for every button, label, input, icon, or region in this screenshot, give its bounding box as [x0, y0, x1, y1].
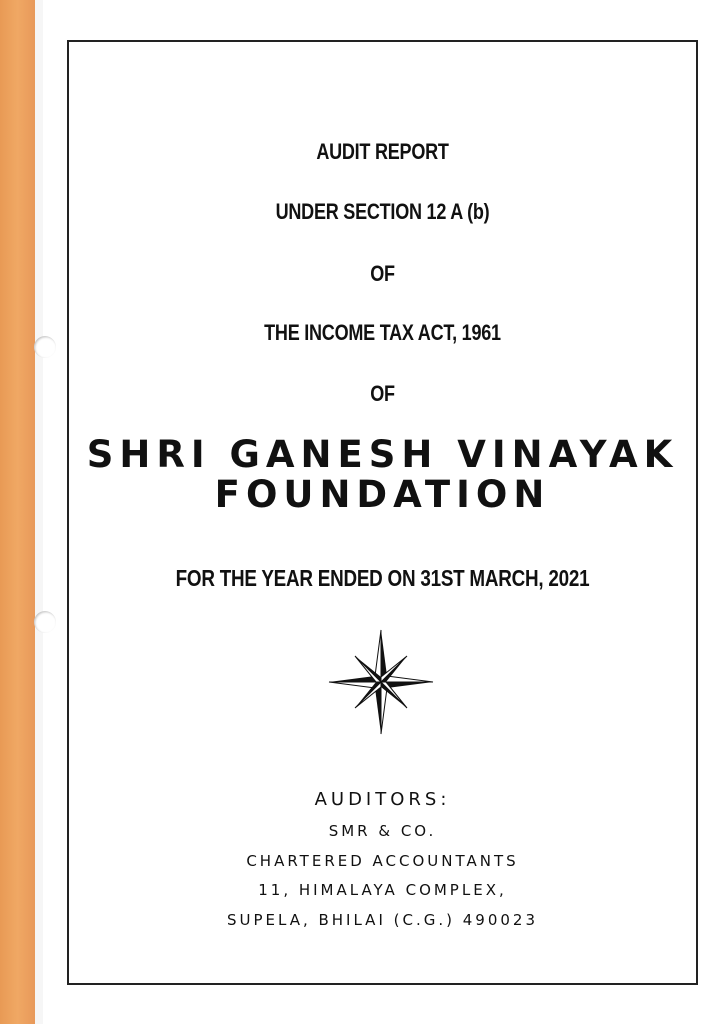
- report-title: AUDIT REPORT: [316, 139, 449, 164]
- auditors-heading: AUDITORS:: [314, 789, 451, 810]
- auditor-designation: CHARTERED ACCOUNTANTS: [246, 852, 519, 870]
- report-section: UNDER SECTION 12 A (b): [275, 199, 490, 224]
- auditor-address-line2: SUPELA, BHILAI (C.G.) 490023: [226, 911, 539, 929]
- punch-hole-top: [34, 336, 56, 358]
- punch-hole-bottom: [34, 611, 56, 633]
- connector-of: OF: [370, 381, 395, 406]
- organization-name: SHRI GANESH VINAYAK: [86, 433, 679, 476]
- page-margin: [35, 0, 43, 1024]
- report-act: THE INCOME TAX ACT, 1961: [264, 320, 501, 345]
- organization-name-continued: FOUNDATION: [214, 473, 551, 516]
- compass-star-icon: [326, 627, 436, 737]
- report-period: FOR THE YEAR ENDED ON 31ST MARCH, 2021: [175, 565, 590, 591]
- auditor-firm: SMR & CO.: [328, 822, 437, 840]
- connector-of: OF: [370, 261, 395, 286]
- auditor-address-line1: 11, HIMALAYA COMPLEX,: [258, 881, 507, 899]
- binding-strip: [0, 0, 35, 1024]
